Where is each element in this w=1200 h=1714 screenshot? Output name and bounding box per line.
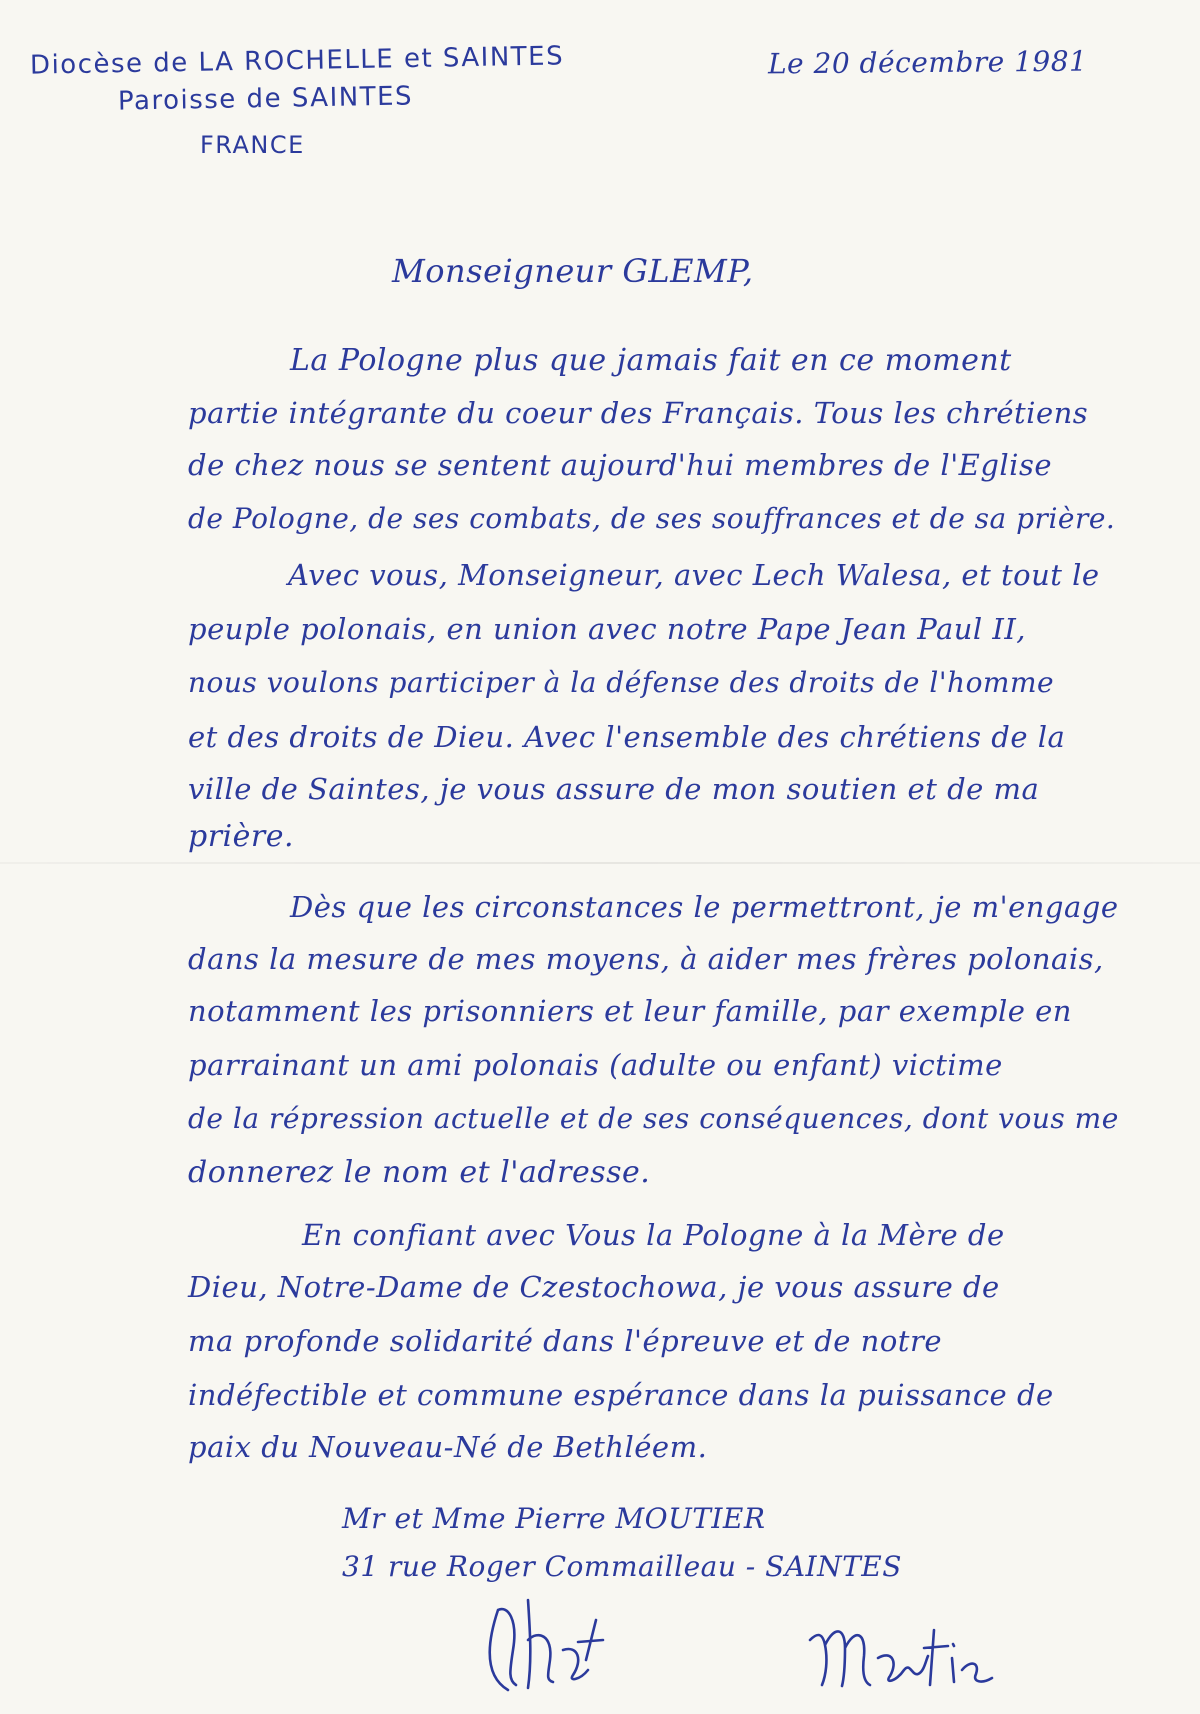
signature-1 — [468, 1580, 618, 1700]
letter-date: Le 20 décembre 1981 — [767, 44, 1088, 81]
body-line: de Pologne, de ses combats, de ses souffrances et de sa prière. — [188, 502, 1116, 535]
salutation: Monseigneur GLEMP, — [392, 252, 754, 290]
header-parish: Paroisse de SAINTES — [117, 81, 414, 117]
sender-names: Mr et Mme Pierre MOUTIER — [342, 1502, 766, 1535]
body-line: En confiant avec Vous la Pologne à la Mère de — [302, 1218, 1005, 1252]
body-line: donnerez le nom et l'adresse. — [188, 1155, 651, 1190]
body-line: dans la mesure de mes moyens, à aider mes frères polonais, — [188, 942, 1104, 976]
body-line: ma profonde solidarité dans l'épreuve et de notre — [188, 1324, 942, 1358]
body-line: notamment les prisonniers et leur famille, par exemple en — [188, 994, 1072, 1028]
body-line: partie intégrante du coeur des Français. Tous les chrétiens — [188, 396, 1089, 430]
body-line: Dieu, Notre-Dame de Czestochowa, je vous assure de — [188, 1270, 1000, 1304]
body-line: paix du Nouveau-Né de Bethléem. — [188, 1430, 708, 1464]
sender-address: 31 rue Roger Commailleau - SAINTES — [342, 1550, 902, 1583]
header-diocese: Diocèse de LA ROCHELLE et SAINTES — [29, 41, 565, 81]
body-line: et des droits de Dieu. Avec l'ensemble des chrétiens de la — [188, 720, 1066, 754]
header-country: FRANCE — [200, 131, 305, 159]
signature-2 — [800, 1590, 1000, 1700]
body-line: Dès que les circonstances le permettront, je m'engage — [290, 890, 1119, 924]
body-line: de la répression actuelle et de ses conséquences, dont vous me — [188, 1102, 1119, 1135]
body-line: Avec vous, Monseigneur, avec Lech Walesa, et tout le — [288, 558, 1100, 592]
body-line: indéfectible et commune espérance dans la puissance de — [188, 1378, 1054, 1412]
body-line: La Pologne plus que jamais fait en ce moment — [290, 343, 1012, 378]
body-line: peuple polonais, en union avec notre Pape Jean Paul II, — [188, 612, 1027, 646]
body-line: parrainant un ami polonais (adulte ou enfant) victime — [188, 1048, 1003, 1082]
paper-fold — [0, 862, 1200, 864]
body-line: de chez nous se sentent aujourd'hui membres de l'Eglise — [188, 448, 1052, 482]
body-line: ville de Saintes, je vous assure de mon soutien et de ma — [188, 772, 1040, 806]
body-line: nous voulons participer à la défense des droits de l'homme — [188, 666, 1055, 699]
body-line: prière. — [188, 819, 295, 854]
